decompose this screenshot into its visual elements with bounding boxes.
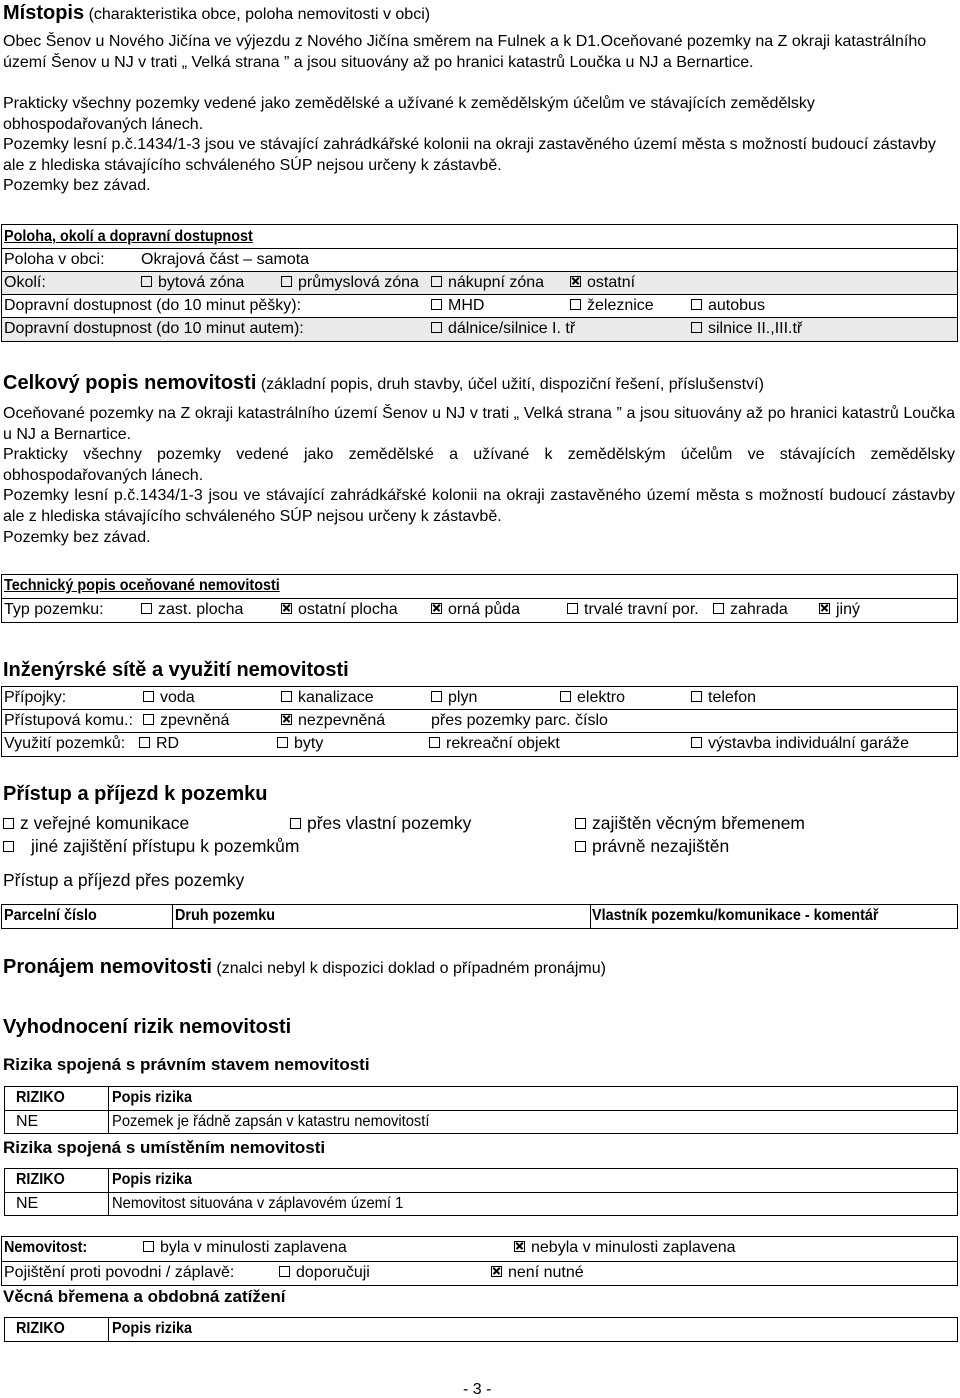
checkbox-voda[interactable]: voda (143, 690, 195, 706)
rizika-umisteni-col-popis: Popis rizika (112, 1171, 193, 1188)
checkbox-icon (143, 1241, 154, 1252)
checkbox-elektro[interactable]: elektro (560, 690, 625, 706)
celkovy-note: (základní popis, druh stavby, účel užití, dispoziční řešení, příslušenství) (260, 376, 764, 393)
pojisteni-label: Pojištění proti povodni / záplavě: (4, 1264, 235, 1281)
komu-note: přes pozemky parc. číslo (431, 712, 608, 729)
checkbox-rd[interactable]: RD (139, 736, 179, 752)
typ-pozemku-label: Typ pozemku: (4, 601, 104, 618)
checkbox-neni-nutne[interactable]: není nutné (491, 1265, 584, 1281)
bremena-col-popis: Popis rizika (112, 1320, 193, 1337)
checkbox-icon (713, 603, 724, 614)
checkbox-zahrada[interactable]: zahrada (713, 602, 788, 618)
pristup-subheading: Přístup a příjezd přes pozemky (3, 870, 245, 890)
checkbox-icon (575, 818, 586, 829)
rizika-umisteni-col-riziko: RIZIKO (16, 1171, 65, 1188)
checkbox-autobus[interactable]: autobus (691, 298, 765, 314)
checkbox-icon (277, 737, 288, 748)
checkbox-icon (570, 299, 581, 310)
checkbox-telefon[interactable]: telefon (691, 690, 756, 706)
checkbox-verejne-komunikace[interactable]: z veřejné komunikace (3, 815, 189, 833)
checkbox-icon (431, 276, 442, 287)
page-number: - 3 - (463, 1381, 492, 1398)
checkbox-icon (281, 691, 292, 702)
checkbox-rekreacni[interactable]: rekreační objekt (429, 736, 560, 752)
mistopis-paragraph-4: Pozemky bez závad. (3, 177, 151, 194)
checkbox-jine-zajisteni[interactable]: jiné zajištění přístupu k pozemkům (3, 838, 299, 856)
rizika-pravni-value: NE (16, 1113, 39, 1130)
rizika-umisteni-desc: Nemovitost situována v záplavovém území 1 (112, 1195, 404, 1212)
checkbox-icon (691, 737, 702, 748)
checkbox-icon (567, 603, 578, 614)
checkbox-silnice[interactable]: silnice II.,III.tř (691, 321, 802, 337)
mistopis-paragraph-1: Obec Šenov u Nového Jičína ve výjezdu z Nového Jičína směrem na Fulnek a k D1.Oceňované pozemky na Z okraji katastrálního území Šenov u NJ v trati „ Velká strana ” a jsou situovány až po hranici katastrů Loučka u NJ a Bernartice. (3, 33, 927, 71)
col-vlastnik: Vlastník pozemku/komunikace - komentář (592, 907, 879, 924)
celkovy-paragraph-4: Pozemky bez závad. (3, 529, 151, 546)
checked-checkbox-icon (570, 276, 581, 287)
rizika-pravni-col-riziko: RIZIKO (16, 1089, 65, 1106)
checkbox-icon (281, 276, 292, 287)
poloha-value: Okrajová část – samota (141, 251, 310, 268)
pronajem-heading (3, 957, 606, 977)
pesky-label: Dopravní dostupnost (do 10 minut pěšky): (4, 297, 302, 314)
checkbox-zast-plocha[interactable]: zast. plocha (141, 602, 243, 618)
mistopis-paragraph-3: Pozemky lesní p.č.1434/1-3 jsou ve stávající zahrádkářské kolonii na okraji zastavěného území města s možností budoucí zástavby ale z hlediska stávajícího schváleného SÚP nejsou určeny k zástavbě. (3, 136, 936, 174)
technicky-title: Technický popis oceňované nemovitosti (4, 577, 280, 594)
checkbox-icon (139, 737, 150, 748)
checkbox-vlastni-pozemky[interactable]: přes vlastní pozemky (290, 815, 471, 833)
checkbox-mhd[interactable]: MHD (431, 298, 484, 314)
checkbox-icon (141, 276, 152, 287)
rizika-umisteni-title: Rizika spojená s umístěním nemovitosti (3, 1138, 326, 1157)
checkbox-plyn[interactable]: plyn (431, 690, 477, 706)
checkbox-ostatni-plocha[interactable]: ostatní plocha (281, 602, 398, 618)
checkbox-prumyslova-zona[interactable]: průmyslová zóna (281, 275, 419, 291)
checkbox-icon (691, 322, 702, 333)
celkovy-paragraph-3: Pozemky lesní p.č.1434/1-3 jsou ve stávající zahrádkářské kolonii na okraji zastavěného území města s možností budoucí zástavby ale z hlediska stávajícího schváleného SÚP nejsou určeny k zástavbě. (3, 487, 955, 525)
rizika-heading: Vyhodnocení rizik nemovitosti (3, 1016, 292, 1038)
pronajem-title: Pronájem nemovitosti (3, 956, 212, 978)
checkbox-nezaplavena[interactable]: nebyla v minulosti zaplavena (514, 1240, 736, 1256)
poloha-label: Poloha v obci: (4, 251, 105, 268)
col-druh-pozemku: Druh pozemku (175, 907, 276, 924)
rizika-pravni-desc: Pozemek je řádně zapsán v katastru nemovitostí (112, 1113, 430, 1130)
checkbox-icon (691, 299, 702, 310)
poloha-title: Poloha, okolí a dopravní dostupnost (4, 228, 253, 245)
checkbox-zeleznice[interactable]: železnice (570, 298, 654, 314)
checkbox-garaze[interactable]: výstavba individuální garáže (691, 736, 909, 752)
checkbox-trvale-travni[interactable]: trvalé travní por. (567, 602, 699, 618)
checkbox-icon (279, 1266, 290, 1277)
checked-checkbox-icon (514, 1241, 525, 1252)
checked-checkbox-icon (281, 603, 292, 614)
checkbox-zaplavena[interactable]: byla v minulosti zaplavena (143, 1240, 347, 1256)
pristup-heading: Přístup a příjezd k pozemku (3, 783, 268, 805)
checkbox-icon (429, 737, 440, 748)
rizika-umisteni-value: NE (16, 1195, 39, 1212)
checkbox-dalnice[interactable]: dálnice/silnice I. tř (431, 321, 575, 337)
celkovy-paragraph-2: Prakticky všechny pozemky vedené jako zemědělské a užívané k zemědělským účelům ve stávajících zemědělsky obhospodařovaných lánech. (3, 446, 955, 484)
rizika-pravni-col-popis: Popis rizika (112, 1089, 193, 1106)
bremena-col-riziko: RIZIKO (16, 1320, 65, 1337)
checkbox-icon (431, 299, 442, 310)
checked-checkbox-icon (281, 714, 292, 725)
bremena-title: Věcná břemena a obdobná zatížení (3, 1287, 286, 1306)
okoli-label: Okolí: (4, 274, 46, 291)
checkbox-icon (3, 841, 14, 852)
rizika-pravni-title: Rizika spojená s právním stavem nemovitosti (3, 1055, 370, 1074)
col-parcelni-cislo: Parcelní číslo (4, 907, 97, 924)
checked-checkbox-icon (431, 603, 442, 614)
checkbox-pravne-nezajisten[interactable]: právně nezajištěn (575, 838, 729, 856)
checkbox-icon (575, 841, 586, 852)
checkbox-icon (143, 714, 154, 725)
checkbox-icon (691, 691, 702, 702)
checkbox-nezpevnena[interactable]: nezpevněná (281, 713, 385, 729)
checkbox-icon (143, 691, 154, 702)
celkovy-title: Celkový popis nemovitosti (3, 372, 257, 394)
section-mistopis-heading (3, 3, 430, 23)
site-heading: Inženýrské sítě a využití nemovitosti (3, 659, 349, 681)
celkovy-paragraph-1: Oceňované pozemky na Z okraji katastrálního území Šenov u NJ v trati „ Velká strana ” a jsou situovány až po hranici katastrů Loučka u NJ a Bernartice. (3, 405, 955, 443)
checkbox-icon (431, 322, 442, 333)
celkovy-heading (3, 373, 764, 393)
pronajem-note: (znalci nebyl k dispozici doklad o případném pronájmu) (216, 960, 606, 977)
checkbox-icon (560, 691, 571, 702)
komu-label: Přístupová komu.: (4, 712, 133, 729)
checked-checkbox-icon (491, 1266, 502, 1277)
nemovitost-label: Nemovitost: (4, 1239, 88, 1256)
checkbox-zpevnena[interactable]: zpevněná (143, 713, 229, 729)
checkbox-doporucuji[interactable]: doporučuji (279, 1265, 370, 1281)
vyuziti-label: Využití pozemků: (4, 735, 126, 752)
checkbox-orna-puda[interactable]: orná půda (431, 602, 520, 618)
checkbox-ostatni[interactable]: ostatní (570, 275, 635, 291)
checkbox-icon (431, 691, 442, 702)
mistopis-paragraph-2: Prakticky všechny pozemky vedené jako zemědělské a užívané k zemědělským účelům ve stávajících zemědělsky obhospodařovaných lánech. (3, 95, 815, 133)
checkbox-byty[interactable]: byty (277, 736, 323, 752)
checkbox-icon (141, 603, 152, 614)
checkbox-icon (290, 818, 301, 829)
checked-checkbox-icon (819, 603, 830, 614)
checkbox-vecne-bremeno[interactable]: zajištěn věcným břemenem (575, 815, 805, 833)
checkbox-bytova-zona[interactable]: bytová zóna (141, 275, 244, 291)
mistopis-note: (charakteristika obce, poloha nemovitosti v obci) (88, 6, 431, 23)
checkbox-nakupni-zona[interactable]: nákupní zóna (431, 275, 544, 291)
pripojky-label: Přípojky: (4, 689, 67, 706)
checkbox-kanalizace[interactable]: kanalizace (281, 690, 374, 706)
checkbox-jiny[interactable]: jiný (819, 602, 860, 618)
autem-label: Dopravní dostupnost (do 10 minut autem): (4, 320, 304, 337)
mistopis-title: Místopis (3, 2, 85, 24)
checkbox-icon (3, 818, 14, 829)
